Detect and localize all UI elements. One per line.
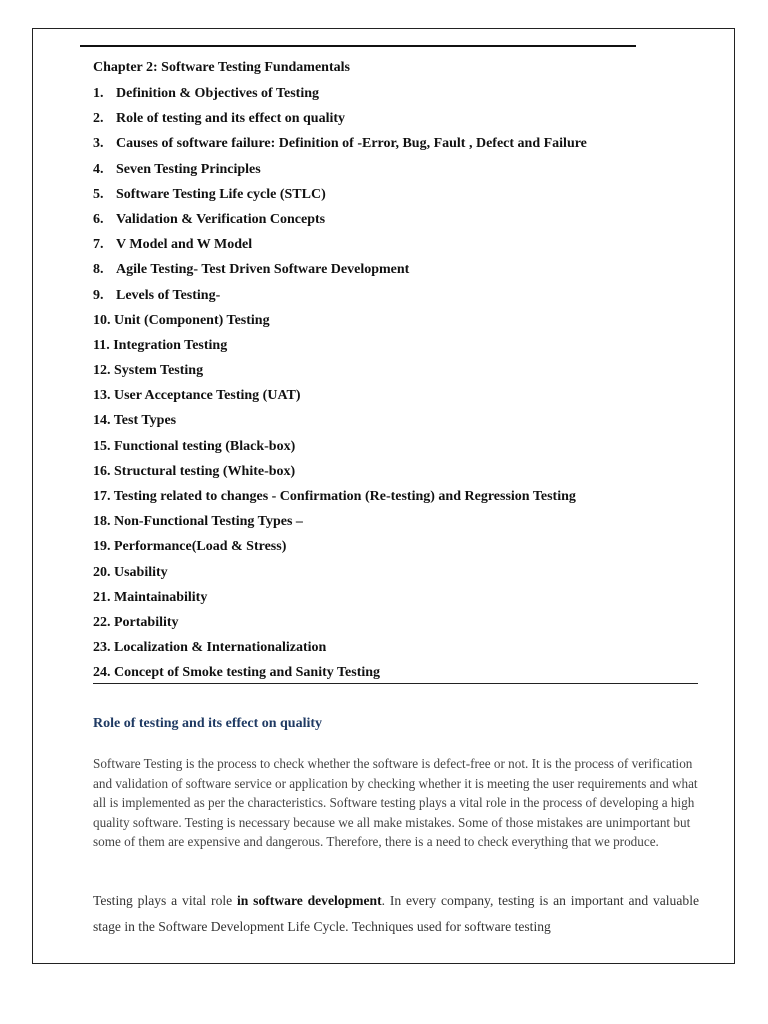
toc-item-number: 17. [93, 489, 111, 504]
toc-item-text: Unit (Component) Testing [114, 312, 270, 328]
toc-item-text: Usability [114, 564, 168, 580]
toc-item-number: 6. [93, 211, 104, 227]
toc-item-text: Seven Testing Principles [116, 161, 261, 177]
toc-item-text: V Model and W Model [116, 237, 253, 253]
toc-item-text: Role of testing and its effect on quality [116, 111, 346, 127]
toc-item-number: 11. [93, 337, 110, 353]
toc-item [93, 161, 587, 186]
toc-item [93, 110, 587, 135]
paragraph-2-end: . In every company, testing is an important and valuable stage in the Software Development Life Cycle. Techniques used for software testing [93, 893, 699, 934]
toc-item [93, 639, 587, 664]
toc-item-number: 13. [93, 388, 111, 404]
toc-item-text: Validation & Verification Concepts [116, 211, 326, 227]
toc-item [93, 513, 587, 538]
toc-item-text: User Acceptance Testing (UAT) [114, 388, 301, 404]
toc-item-number: 21. [93, 589, 111, 605]
toc-item-text: Structural testing (White-box) [114, 463, 296, 479]
toc-item [93, 85, 587, 110]
toc-item [93, 312, 587, 337]
toc-item-text: Definition & Objectives of Testing [116, 86, 319, 101]
toc-item [93, 488, 587, 513]
toc-item-text: Non-Functional Testing Types – [114, 514, 303, 530]
paragraph-1: Software Testing is the process to check whether the software is defect-free or not. It is the process of verification and validation of software service or application by checking whether it is meeting the user requirements and what all is implemented as per the characteristics. Software testing plays a vital role in the process of developing a high quality software. Testing is necessary because we all make mistakes. Some of those mistakes are unimportant but some of them are expensive and dangerous. Therefore, there is a need to check everything that we produce. [93, 756, 698, 849]
toc-item-number: 3. [93, 136, 104, 152]
toc-item [93, 463, 587, 488]
paragraph-2 [93, 888, 699, 940]
toc-item-number: 10. [93, 312, 111, 328]
toc-item-number: 14. [93, 413, 111, 429]
toc-item [93, 589, 587, 614]
toc-item-text: Testing related to changes - Confirmation (Re-testing) and Regression Testing [113, 489, 576, 504]
toc-item-number: 19. [93, 539, 111, 555]
toc-item-number: 1. [93, 86, 104, 101]
toc-item-number: 9. [93, 287, 104, 303]
toc-item-number: 23. [93, 640, 111, 656]
toc-divider [93, 683, 698, 684]
toc-item-text: Agile Testing- Test Driven Software Development [116, 262, 410, 278]
toc-item [93, 564, 587, 589]
table-of-contents [93, 85, 587, 690]
toc-item-number: 2. [93, 111, 104, 127]
toc-item-text: Concept of Smoke testing and Sanity Testing [114, 665, 381, 681]
toc-item-text: Localization & Internationalization [114, 640, 327, 656]
toc-item-text: Causes of software failure: Definition of -Error, Bug, Fault , Defect and Failure [116, 136, 587, 152]
toc-item-text: Performance(Load & Stress) [114, 539, 287, 555]
toc-item-number: 5. [93, 186, 104, 202]
toc-item [93, 186, 587, 211]
toc-item-number: 22. [93, 614, 111, 630]
toc-item [93, 287, 587, 312]
toc-item [93, 261, 587, 286]
toc-item-number: 24. [93, 665, 111, 681]
toc-item-number: 20. [93, 564, 111, 580]
toc-item-text: Levels of Testing- [116, 287, 221, 303]
toc-item [93, 236, 587, 261]
toc-item [93, 664, 587, 689]
section-heading: Role of testing and its effect on quality [93, 716, 323, 731]
toc-item-number: 16. [93, 463, 111, 479]
paragraph-2-start: Testing plays a vital role [93, 893, 238, 908]
toc-item-number: 18. [93, 514, 111, 530]
chapter-title: Chapter 2: Software Testing Fundamentals [93, 60, 350, 75]
toc-item-text: Portability [114, 614, 179, 630]
toc-item-number: 12. [93, 363, 111, 379]
paragraph-2-bold: in software development [237, 893, 382, 908]
toc-item-text: Maintainability [114, 589, 208, 605]
toc-item-text: Test Types [113, 413, 177, 429]
toc-item-number: 4. [93, 161, 104, 177]
toc-item [93, 614, 587, 639]
toc-item-text: System Testing [114, 363, 204, 379]
toc-item [93, 412, 587, 437]
toc-item [93, 211, 587, 236]
toc-item [93, 337, 587, 362]
toc-item-text: Functional testing (Black-box) [114, 438, 296, 454]
toc-item [93, 135, 587, 160]
toc-item-text: Software Testing Life cycle (STLC) [116, 186, 326, 202]
toc-item-number: 15. [93, 438, 111, 454]
toc-item [93, 438, 587, 463]
toc-item-text: Integration Testing [113, 337, 228, 353]
toc-item-number: 7. [93, 237, 104, 253]
toc-item-number: 8. [93, 262, 104, 278]
top-rule [80, 45, 636, 47]
toc-item [93, 538, 587, 563]
toc-item [93, 387, 587, 412]
toc-item [93, 362, 587, 387]
